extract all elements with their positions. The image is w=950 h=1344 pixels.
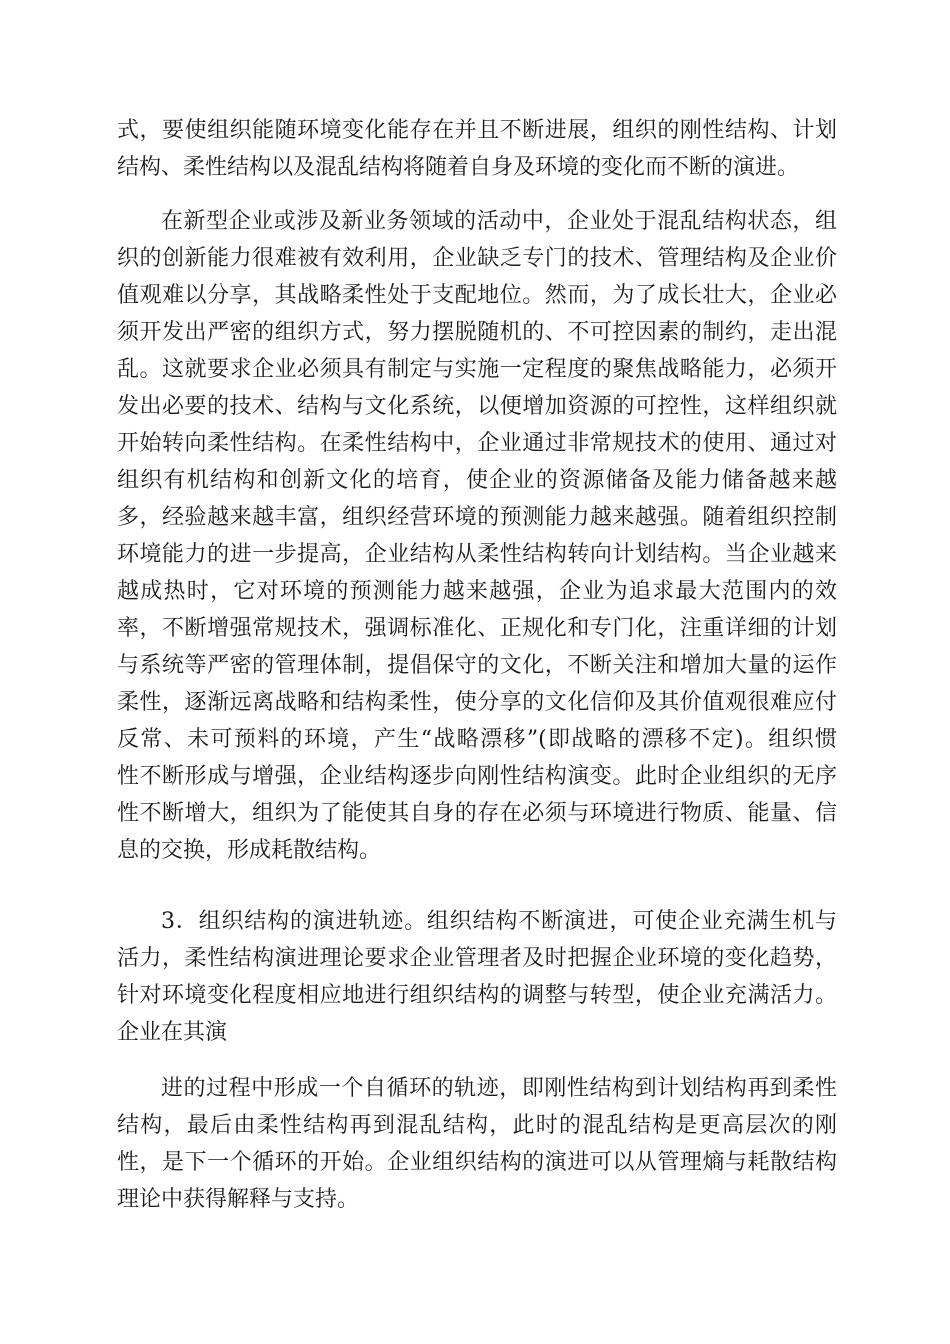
text-line: 率，不断增强常规技术，强调标准化、正规化和专门化，注重详细的计划: [117, 616, 837, 641]
text-line: 企业在其演: [117, 1020, 228, 1045]
text-line: 性，是下一个循环的开始。企业组织结构的演进可以从管理熵与耗散结构: [117, 1150, 837, 1175]
text-line: 须开发出严密的组织方式，努力摆脱随机的、不可控因素的制约，走出混: [117, 320, 837, 345]
text-line: 进的过程中形成一个自循环的轨迹，即刚性结构到计划结构再到柔性: [161, 1076, 837, 1101]
text-line: 反常、未可预料的环境，产生“战略漂移”(即战略的漂移不定)。组织惯: [117, 727, 837, 752]
text-line: 织的创新能力很难被有效利用，企业缺乏专门的技术、管理结构及企业价: [117, 246, 837, 271]
text-line: 多，经验越来越丰富，组织经营环境的预测能力越来越强。随着组织控制: [117, 505, 837, 530]
text-line: 性不断增大，组织为了能使其自身的存在必须与环境进行物质、能量、信: [117, 801, 837, 826]
text-line: 组织有机结构和创新文化的培育，使企业的资源储备及能力储备越来越: [117, 468, 837, 493]
text-line: 式，要使组织能随环境变化能存在并且不断进展，组织的刚性结构、计划: [117, 118, 837, 143]
text-line: 针对环境变化程度相应地进行组织结构的调整与转型，使企业充满活力。: [117, 983, 837, 1008]
text-line: 息的交换，形成耗散结构。: [117, 838, 382, 863]
text-line: 越成热时，它对环境的预测能力越来越强，企业为追求最大范围内的效: [117, 579, 837, 604]
paragraph-cycle: [117, 1070, 837, 1218]
text-line: 3．组织结构的演进轨迹。组织结构不断演进，可使企业充满生机与: [161, 909, 837, 934]
text-line: 开始转向柔性结构。在柔性结构中，企业通过非常规技术的使用、通过对: [117, 431, 837, 456]
text-line: 结构、柔性结构以及混乱结构将随着自身及环境的变化而不断的演进。: [117, 155, 800, 180]
text-line: 与系统等严密的管理体制，提倡保守的文化，不断关注和增加大量的运作: [117, 653, 837, 678]
text-line: 环境能力的进一步提高，企业结构从柔性结构转向计划结构。当企业越来: [117, 542, 837, 567]
paragraph-continuation: [117, 112, 837, 186]
text-line: 活力，柔性结构演进理论要求企业管理者及时把握企业环境的变化趋势，: [117, 946, 837, 971]
text-line: 乱。这就要求企业必须具有制定与实施一定程度的聚焦战略能力，必须开: [117, 357, 837, 382]
text-line: 柔性，逐渐远离战略和结构柔性，使分享的文化信仰及其价值观很难应付: [117, 690, 837, 715]
text-line: 在新型企业或涉及新业务领域的活动中，企业处于混乱结构状态，组: [161, 209, 837, 234]
text-line: 发出必要的技术、结构与文化系统，以便增加资源的可控性，这样组织就: [117, 394, 837, 419]
text-line: 理论中获得解释与支持。: [117, 1187, 360, 1212]
text-line: 性不断形成与增强，企业结构逐步向刚性结构演变。此时企业组织的无序: [117, 764, 837, 789]
paragraph-evolution-process: [117, 203, 837, 869]
paragraph-evolution-trajectory: [117, 903, 837, 1051]
text-line: 结构，最后由柔性结构再到混乱结构，此时的混乱结构是更高层次的刚: [117, 1113, 837, 1138]
text-line: 值观难以分享，其战略柔性处于支配地位。然而，为了成长壮大，企业必: [117, 283, 837, 308]
